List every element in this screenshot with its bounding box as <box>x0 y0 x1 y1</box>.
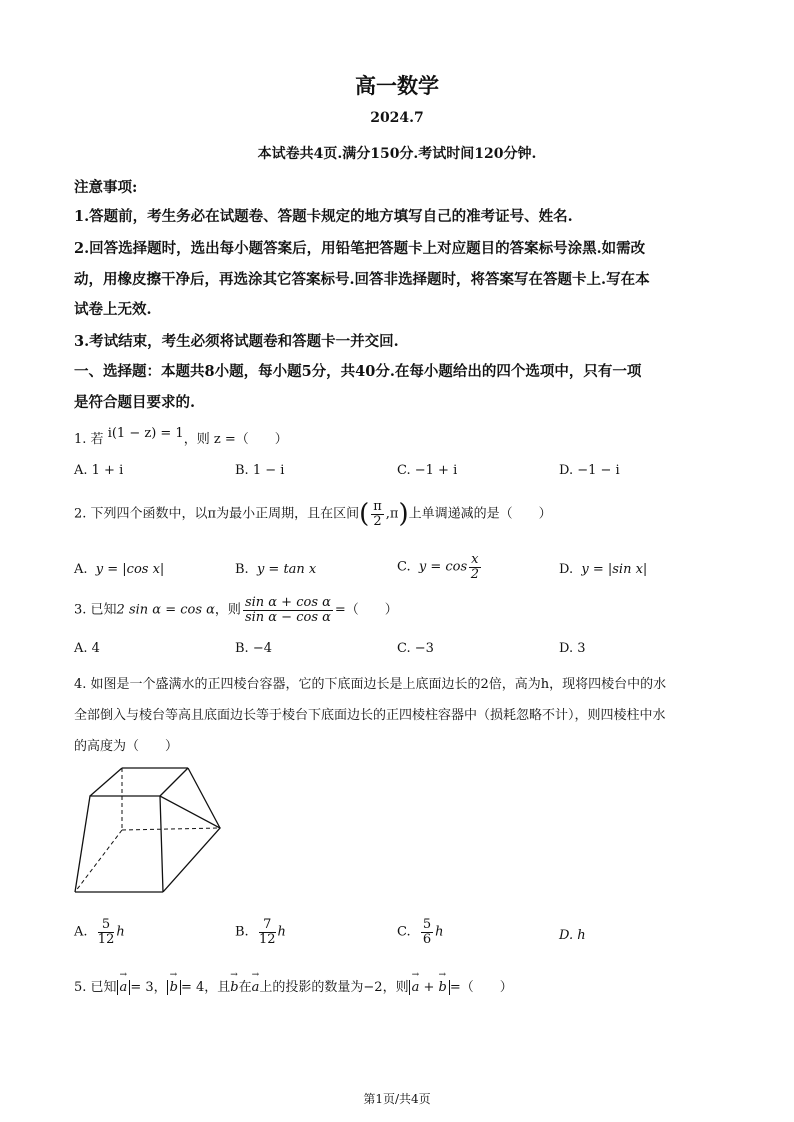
q3-given: 2 sin α = cos α <box>116 602 215 618</box>
note-item-1: 1.答题前，考生务必在试题卷、答题卡规定的地方填写自己的准考证号、姓名. <box>74 208 573 225</box>
q3-option-c: C. −3 <box>397 641 434 656</box>
q2-interval-fraction: $\frac{\pi}{2}$ <box>373 498 382 529</box>
frustum-top-left-edge <box>90 768 122 796</box>
exam-date: 2024.7 <box>370 110 424 126</box>
note-item-2-line-3: 试卷上无效. <box>74 301 152 318</box>
question-3: 3. 已知2 sin α = cos α，则 $\frac{\text{sin α + cos α}}{\text{sin α − cos α}}$ =（ ） <box>74 595 398 625</box>
frustum-hidden-diagonal-edge <box>75 830 122 892</box>
q2-option-d: D. y = |sin x| <box>559 562 648 577</box>
q3-option-a: A. 4 <box>74 641 100 656</box>
q3-prefix: 3. 已知 <box>74 602 117 618</box>
frustum-outline <box>75 796 220 892</box>
q3-option-d: D. 3 <box>559 641 586 656</box>
section-1-heading-line-1: 一、选择题：本题共8小题，每小题5分，共40分.在每小题给出的四个选项中，只有一项 <box>74 363 642 380</box>
q1-option-d: D. −1 − i <box>559 463 620 478</box>
q1-suffix: ，则 z =（ ） <box>183 432 288 447</box>
page-footer: 第1页/共4页 <box>363 1092 431 1106</box>
q1-prefix: 1. 若 <box>74 432 104 447</box>
q1-option-c: C. −1 + i <box>397 463 458 478</box>
q4-option-d: D. h <box>559 928 586 943</box>
frustum-front-right-edge <box>160 796 163 892</box>
q1-option-b: B. 1 − i <box>235 463 285 478</box>
q3-suffix: =（ ） <box>334 602 398 618</box>
q3-option-b: B. −4 <box>235 641 272 656</box>
q2-option-b: B. y = tan x <box>235 562 317 577</box>
question-5: 5. 已知→ a = 3，→ b = 4，且→ b在→ a上的投影的数量为−2，则→ a + → b =（ ） <box>74 976 513 995</box>
q4-option-a: A. $\frac{5}{12}$ h <box>74 917 125 947</box>
note-item-2-line-1: 2.回答选择题时，选出每小题答案后，用铅笔把答题卡上对应题目的答案标号涂黑.如需改 <box>74 240 646 257</box>
q3-fraction: $\frac{\text{sin α + cos α}}{\text{sin α − cos α}}$ <box>244 595 331 625</box>
q4-option-c: C. $\frac{5}{6}$ h <box>397 917 444 947</box>
notes-heading: 注意事项: <box>74 179 138 196</box>
frustum-figure <box>70 764 230 894</box>
page-title: 高一数学 <box>355 73 439 98</box>
frustum-hidden-back-edge <box>122 828 220 830</box>
question-4-line-1: 4. 如图是一个盛满水的正四棱台容器，它的下底面边长是上底面边长的2倍，高为h，现将四棱台中的水 <box>74 677 667 692</box>
q1-option-a: A. 1 + i <box>74 463 124 478</box>
question-4-line-2: 全部倒入与棱台等高且底面边长等于棱台下底面边长的正四棱柱容器中（损耗忽略不计），则四棱柱中水 <box>74 708 666 723</box>
question-2: 2. 下列四个函数中，以π为最小正周期，且在区间( $\frac{\pi}{2}$ ,π)上单调递减的是（ ） <box>74 498 552 529</box>
note-item-3: 3.考试结束，考生必须将试题卷和答题卡一并交回. <box>74 333 399 350</box>
exam-subtitle: 本试卷共4页.满分150分.考试时间120分钟. <box>257 146 537 162</box>
section-1-heading-line-2: 是符合题目要求的. <box>74 394 196 411</box>
q2-suffix: 上单调递减的是（ ） <box>408 506 552 522</box>
question-4-line-3: 的高度为（ ） <box>74 739 179 754</box>
note-item-2-line-2: 动，用橡皮擦干净后，再选涂其它答案标号.回答非选择题时，将答案写在答题卡上.写在本 <box>74 271 650 288</box>
q1-expression: i(1 − z) = 1 <box>107 426 184 441</box>
q2-option-c: C. y = cos $\frac{x}{2}$ <box>397 552 479 582</box>
q4-option-b: B. $\frac{7}{12}$ h <box>235 917 286 947</box>
q2-prefix: 2. 下列四个函数中，以π为最小正周期，且在区间 <box>74 506 360 522</box>
q2-option-a: A. y = |cos x| <box>74 562 165 577</box>
frustum-top-right-edge <box>160 768 188 796</box>
question-1 <box>74 428 288 447</box>
